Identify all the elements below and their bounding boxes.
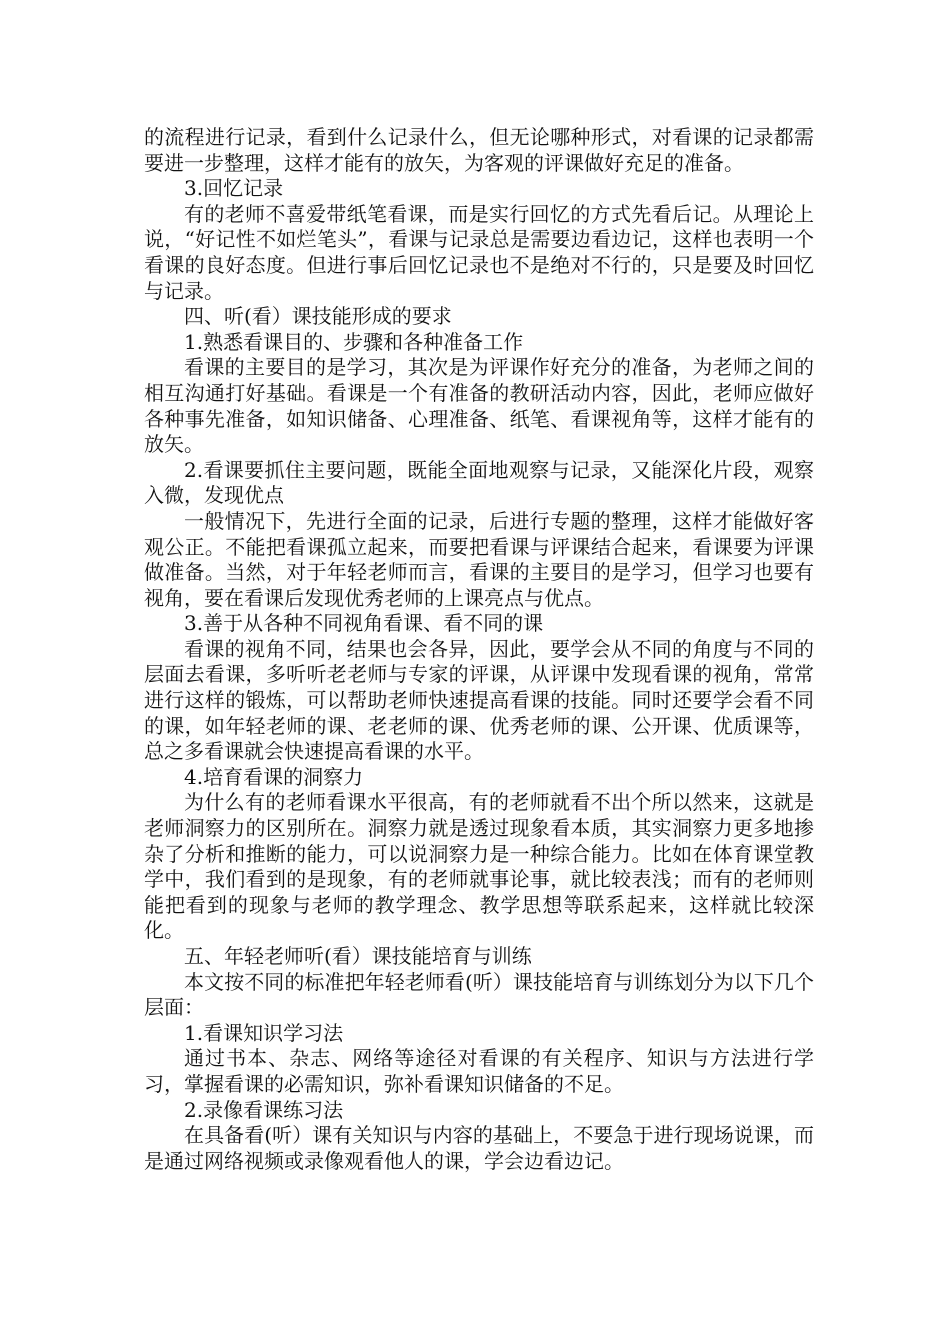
paragraph: 为什么有的老师看课水平很高，有的老师就看不出个所以然来，这就是老师洞察力的区别所在。洞察力就是透过现象看本质，其实洞察力更多地掺杂了分析和推断的能力，可以说洞察力是一种综合能力。比如在体育课堂教学中，我们看到的是现象，有的老师就事论事，就比较表浅；而有的老师则能把看到的现象与老师的教学理念、教学思想等联系起来，这样就比较深化。 <box>144 790 814 943</box>
section-heading: 1.熟悉看课目的、步骤和各种准备工作 <box>184 329 524 354</box>
section-heading: 3.善于从各种不同视角看课、看不同的课 <box>184 611 544 636</box>
section-heading: 2.录像看课练习法 <box>184 1097 344 1122</box>
paragraph: 通过书本、杂志、网络等途径对看课的有关程序、知识与方法进行学习，掌握看课的必需知识，弥补看课知识储备的不足。 <box>144 1046 814 1096</box>
section-heading: 1.看课知识学习法 <box>184 1020 344 1045</box>
section-heading: 四、听(看）课技能形成的要求 <box>184 304 452 329</box>
paragraph: 看课的视角不同，结果也会各异，因此，要学会从不同的角度与不同的层面去看课，多听听老老师与专家的评课，从评课中发现看课的视角，常常进行这样的锻炼，可以帮助老师快速提高看课的技能。同时还要学会看不同的课，如年轻老师的课、老老师的课、优秀老师的课、公开课、优质课等，总之多看课就会快速提高看课的水平。 <box>144 636 814 764</box>
section-heading: 4.培育看课的洞察力 <box>184 764 364 789</box>
section-heading: 五、年轻老师听(看）课技能培育与训练 <box>184 944 532 968</box>
paragraph: 有的老师不喜爱带纸笔看课，而是实行回忆的方式先看后记。从理论上说，“好记性不如烂笔头”，看课与记录总是需要边看边记，这样也表明一个看课的良好态度。但进行事后回忆记录也不是绝对不行的，只是要及时回忆与记录。 <box>144 201 814 303</box>
paragraph: 在具备看(听）课有关知识与内容的基础上，不要急于进行现场说课，而是通过网络视频或录像观看他人的课，学会边看边记。 <box>144 1123 814 1173</box>
section-heading: 2.看课要抓住主要问题，既能全面地观察与记录，又能深化片段，观察入微，发现优点 <box>144 457 814 508</box>
paragraph: 本文按不同的标准把年轻老师看(听）课技能培育与训练划分为以下几个层面： <box>144 969 814 1020</box>
document-body <box>144 125 814 1174</box>
section-heading: 3.回忆记录 <box>184 176 284 201</box>
paragraph: 一般情况下，先进行全面的记录，后进行专题的整理，这样才能做好客观公正。不能把看课孤立起来，而要把看课与评课结合起来，看课要为评课做准备。当然，对于年轻老师而言，看课的主要目的是学习，但学习也要有视角，要在看课后发现优秀老师的上课亮点与优点。 <box>144 508 814 610</box>
paragraph: 的流程进行记录，看到什么记录什么，但无论哪种形式，对看课的记录都需要进一步整理，这样才能有的放矢，为客观的评课做好充足的准备。 <box>144 125 814 175</box>
paragraph: 看课的主要目的是学习，其次是为评课作好充分的准备，为老师之间的相互沟通打好基础。看课是一个有准备的教研活动内容，因此，老师应做好各种事先准备，如知识储备、心理准备、纸笔、看课视角等，这样才能有的放矢。 <box>144 355 814 457</box>
